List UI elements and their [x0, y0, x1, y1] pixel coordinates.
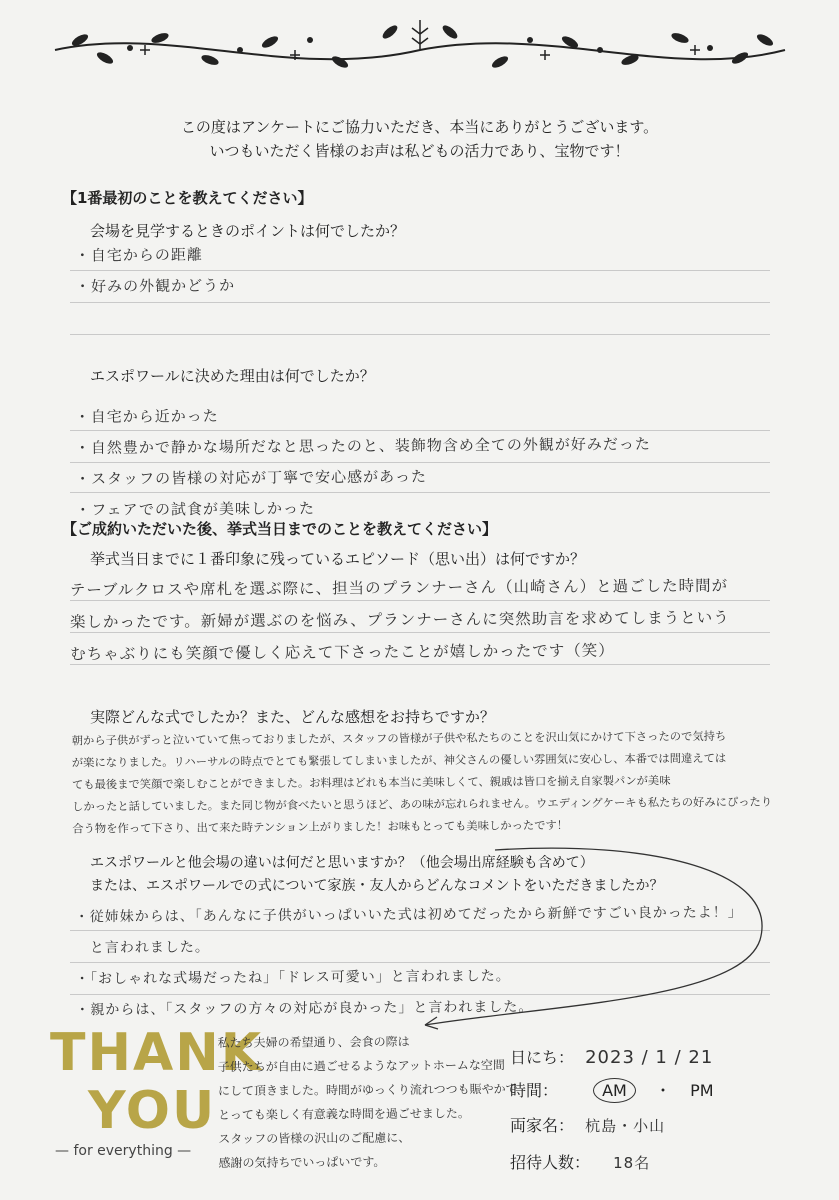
guests-label: 招待人数： — [510, 1153, 591, 1172]
answer-line: ・「おしゃれな式場だったね」「ドレス可愛い」と言われました。 — [75, 968, 511, 988]
section-heading-2: 【ご成約いただいた後、挙式当日までのことを教えてください】 — [62, 520, 498, 538]
time-am-selected: AM — [593, 1078, 636, 1103]
answer-line: ・スタッフの皆様の対応が丁寧で安心感があった — [75, 467, 428, 489]
divider — [70, 302, 770, 303]
answer-line: むちゃぶりにも笑顔で優しく応えて下さったことが嬉しかったです（笑） — [70, 641, 615, 664]
time-separator: ・ — [654, 1081, 671, 1100]
answer-line: しかったと話していました。また同じ物が食べたいと思うほど、あの味が忘れられません。ウエディングケーキも私たちの好みにぴったり — [72, 795, 773, 814]
answer-line: が楽になりました。リハーサルの時点でとても緊張してしまいましたが、神父さんの優しい雰囲気に安心し、本番では間違えては — [71, 751, 727, 770]
answer-line: ・好みの外観かどうか — [75, 276, 236, 296]
you-title: YOU — [88, 1081, 217, 1141]
question-differences: エスポワールと他会場の違いは何だと思いますか？（他会場出席経験も含めて） — [90, 855, 594, 871]
answer-line: ・従姉妹からは、「あんなに子供がいっぱいいた式は初めてだったから新鮮ですごい良かったよ！」 — [74, 904, 743, 926]
message-line: 感謝の気持ちでいっぱいです。 — [218, 1154, 386, 1171]
answer-line: ・自宅から近かった — [74, 407, 219, 427]
answer-line: ・自宅からの距離 — [74, 245, 203, 265]
answer-wedding-impression — [72, 726, 773, 841]
question-comments: または、エスポワールでの式について家族・友人からどんなコメントをいただきましたか？ — [90, 878, 664, 894]
date-value: 2023 / 1 / 21 — [585, 1047, 714, 1068]
arrow-icon — [400, 830, 780, 1040]
families-row — [510, 1113, 665, 1136]
question-episode: 挙式当日までに１番印象に残っているエピソード（思い出）は何ですか？ — [90, 550, 586, 568]
question-visit-points: 会場を見学するときのポイントは何でしたか？ — [90, 222, 406, 240]
section-heading-1: 【1番最初のことを教えてください】 — [62, 189, 313, 207]
answer-line: テーブルクロスや席札を選ぶ際に、担当のプランナーさん（山崎さん）と過ごした時間が — [69, 576, 729, 600]
answer-line: ・親からは、「スタッフの方々の対応が良かった」と言われました。 — [75, 999, 534, 1019]
time-pm: PM — [690, 1081, 714, 1100]
answer-line: 朝から子供がずっと泣いていて焦っておりましたが、スタッフの皆様が子供や私たちのことを沢山気にかけて下さったので気持ち — [71, 729, 727, 748]
families-value: 杭島・小山 — [585, 1117, 666, 1135]
message-line: とっても楽しく有意義な時間を過ごせました。 — [218, 1106, 470, 1123]
intro-line-1: この度はアンケートにご協力いただき、本当にありがとうございます。 — [180, 118, 659, 136]
answer-decision-reason — [75, 398, 652, 526]
families-label: 両家名： — [510, 1116, 575, 1135]
intro-line-2: いつもいただく皆様のお声は私どもの活力であり、宝物です！ — [209, 142, 630, 160]
guests-value: 18名 — [613, 1154, 651, 1172]
answer-line: 合う物を作って下さり、出て来た時テンション上がりました！お味もとっても美味しかったです！ — [72, 818, 569, 836]
question-wedding-impression: 実際どんな式でしたか？また、どんな感想をお持ちですか？ — [90, 708, 495, 726]
intro-text — [0, 115, 839, 163]
answer-visit-points — [75, 239, 235, 302]
answer-line: ても最後まで笑顔で楽しむことができました。お料理はどれも本当に美味しくて、親戚は皆口を揃え自家製パンが美味 — [71, 774, 671, 792]
message-line: にして頂きました。時間がゆっくり流れつつも賑やかで — [217, 1081, 518, 1099]
message-line: スタッフの皆様の沢山のご配慮に、 — [218, 1130, 411, 1147]
answer-line: ・フェアでの試食が美味しかった — [75, 499, 316, 520]
answer-line: と言われました。 — [74, 939, 210, 957]
laurel-garland-icon — [50, 10, 790, 85]
time-label: 時間： — [510, 1081, 559, 1100]
answer-line: ・自然豊かで静かな場所だなと思ったのと、装飾物含め全ての外観が好みだった — [74, 434, 651, 458]
closing-message — [218, 1029, 519, 1175]
guests-row — [510, 1150, 650, 1173]
message-line: 私たち夫婦の希望通り、会食の際は — [217, 1034, 410, 1051]
for-everything-tagline: — for everything — — [55, 1143, 192, 1159]
divider — [70, 334, 770, 335]
message-line: 子供たちが自由に過ごせるようなアットホームな空間 — [217, 1058, 505, 1075]
question-decision-reason: エスポワールに決めた理由は何でしたか？ — [90, 367, 375, 385]
answer-line: 楽しかったです。新婦が選ぶのを悩み、プランナーさんに突然助言を求めてしまうという — [69, 608, 730, 632]
answer-episode — [70, 570, 730, 671]
date-row — [510, 1045, 713, 1068]
thank-title: THANK — [50, 1023, 264, 1083]
date-label: 日にち： — [510, 1048, 575, 1067]
time-row — [510, 1078, 714, 1103]
